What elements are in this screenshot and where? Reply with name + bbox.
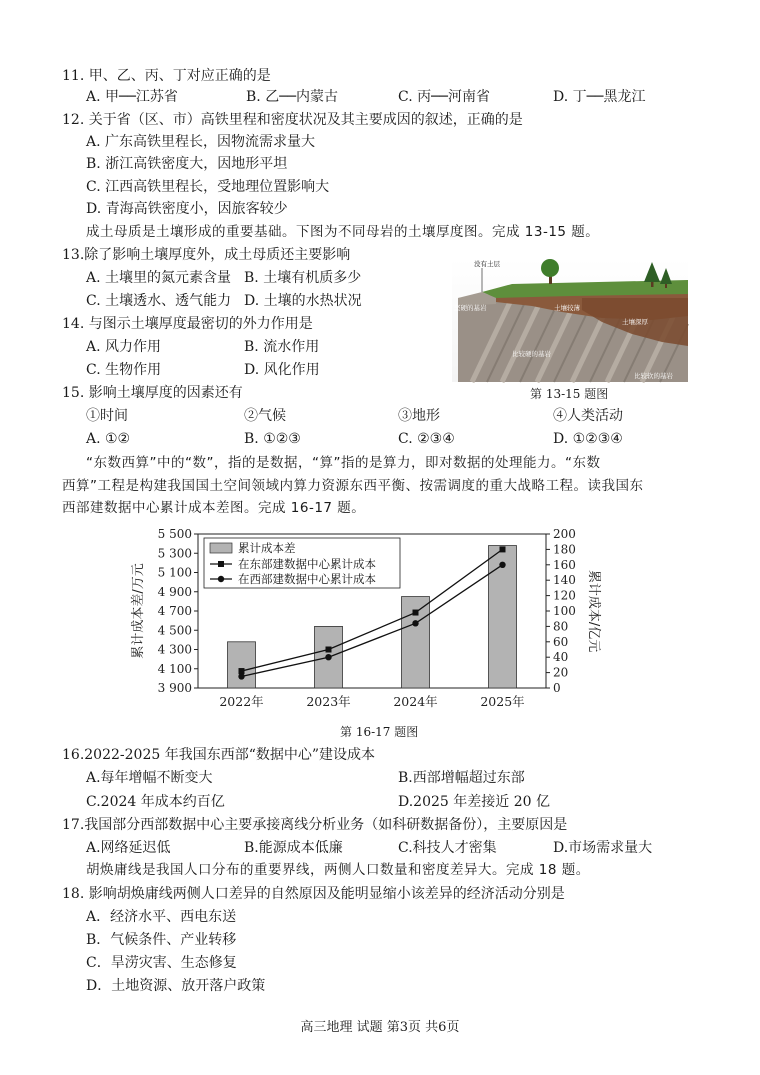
left-axis-tick-label: 5 500 xyxy=(157,527,192,541)
q17-option-d: D.市场需求量大 xyxy=(553,840,653,856)
q16-option-b: B.西部增幅超过东部 xyxy=(398,770,525,786)
q14-option-c: C. 生物作用 xyxy=(86,362,162,378)
q16-option-a: A.每年增幅不断变大 xyxy=(86,770,213,786)
q13-option-c: C. 土壤透水、透气能力 xyxy=(86,293,232,309)
q16-option-c: C.2024 年成本约百亿 xyxy=(86,794,225,810)
legend-label-east: 在东部建数据中心累计成本 xyxy=(238,557,376,571)
right-axis-tick-label: 180 xyxy=(553,542,576,557)
legend-swatch-east-marker xyxy=(218,561,224,567)
point-west-cost xyxy=(325,654,331,660)
q13-option-d: D. 土壤的水热状况 xyxy=(244,293,362,309)
soil-label-no-soil: 没有土层 xyxy=(474,260,500,268)
point-east-cost xyxy=(413,610,419,616)
soil-label-hard-bedrock: 坚硬的基岩 xyxy=(454,304,487,312)
soil-label-harder-bedrock: 比较硬的基岩 xyxy=(512,350,551,358)
soil-thickness-figure xyxy=(452,258,688,382)
y2-axis-label: 累计成本/亿元 xyxy=(586,569,601,653)
chart-caption: 第 16-17 题图 xyxy=(340,725,419,739)
right-axis-tick-label: 120 xyxy=(553,588,576,603)
question-13-stem: 13.除了影响土壤厚度外，成土母质还主要影响 xyxy=(62,247,351,263)
point-west-cost xyxy=(238,673,244,679)
x-axis-tick-label: 2025年 xyxy=(480,694,525,709)
left-axis-tick-label: 4 700 xyxy=(157,604,192,618)
left-axis-tick-label: 4 300 xyxy=(157,642,192,657)
q15-option-d: D. ①②③④ xyxy=(553,431,623,447)
left-axis-tick-label: 4 900 xyxy=(157,584,192,599)
q15-option-b: B. ①②③ xyxy=(244,431,301,447)
left-axis-tick-label: 4 500 xyxy=(157,623,192,638)
q12-option-b: B. 浙江高铁密度大，因地形平坦 xyxy=(86,156,288,172)
left-axis-tick-label: 5 100 xyxy=(157,565,192,580)
q11-option-d: D. 丁──黑龙江 xyxy=(553,89,646,105)
intro-16-17-line-1: “东数西算”中的“数”，指的是数据，“算”指的是算力，即对数据的处理能力。“东数 xyxy=(86,455,601,471)
legend-swatch-west-marker xyxy=(218,576,224,582)
legend-label-west: 在西部建数据中心累计成本 xyxy=(238,572,376,586)
q15-item-1: ①时间 xyxy=(86,408,128,424)
legend-label-bar: 累计成本差 xyxy=(238,541,296,555)
cost-difference-chart xyxy=(128,526,601,722)
left-axis-tick-label: 3 900 xyxy=(157,681,192,695)
soil-label-thin-soil: 土壤较薄 xyxy=(554,304,580,312)
left-axis-tick-label: 5 300 xyxy=(157,546,192,561)
q12-option-d: D. 青海高铁密度小，因旅客较少 xyxy=(86,201,288,217)
q15-item-4: ④人类活动 xyxy=(553,408,623,424)
point-east-cost xyxy=(326,647,332,653)
right-axis-tick-label: 0 xyxy=(553,681,561,695)
intro-18: 胡焕庸线是我国人口分布的重要界线，两侧人口数量和密度差异大。完成 18 题。 xyxy=(86,862,590,878)
question-11-stem: 11. 甲、乙、丙、丁对应正确的是 xyxy=(62,68,271,84)
right-axis-tick-label: 40 xyxy=(553,650,569,665)
q12-option-c: C. 江西高铁里程长，受地理位置影响大 xyxy=(86,179,330,195)
intro-16-17-line-3: 西部建数据中心累计成本差图。完成 16-17 题。 xyxy=(62,500,366,516)
q11-option-b: B. 乙──内蒙古 xyxy=(246,89,339,105)
question-15-stem: 15. 影响土壤厚度的因素还有 xyxy=(62,385,243,401)
q14-option-d: D. 风化作用 xyxy=(244,362,320,378)
bar-cost-difference xyxy=(228,642,256,688)
q15-option-c: C. ②③④ xyxy=(398,431,455,447)
x-axis-tick-label: 2024年 xyxy=(393,694,438,709)
q13-option-a: A. 土壤里的氮元素含量 xyxy=(86,270,232,286)
intro-13-15: 成土母质是土壤形成的重要基础。下图为不同母岩的土壤厚度图。完成 13-15 题。 xyxy=(86,224,600,240)
q17-option-c: C.科技人才密集 xyxy=(398,840,497,856)
question-14-stem: 14. 与图示土壤厚度最密切的外力作用是 xyxy=(62,316,313,332)
q11-option-c: C. 丙──河南省 xyxy=(398,89,490,105)
x-axis-tick-label: 2023年 xyxy=(306,694,351,709)
soil-figure-caption: 第 13-15 题图 xyxy=(530,387,609,401)
q18-option-b: B．气候条件、产业转移 xyxy=(86,932,237,948)
y-axis-label: 累计成本差/万元 xyxy=(131,563,146,659)
right-axis-tick-label: 200 xyxy=(553,527,576,541)
intro-16-17-line-2: 西算”工程是构建我国国土空间领域内算力资源东西平衡、按需调度的重大战略工程。读我国东 xyxy=(62,478,644,494)
question-18-stem: 18. 影响胡焕庸线两侧人口差异的自然原因及能明显缩小该差异的经济活动分别是 xyxy=(62,886,565,902)
question-16-stem: 16.2022-2025 年我国东西部“数据中心”建设成本 xyxy=(62,747,376,763)
q16-option-d: D.2025 年差接近 20 亿 xyxy=(398,794,550,810)
q18-option-c: C．旱涝灾害、生态修复 xyxy=(86,955,237,971)
right-axis-tick-label: 20 xyxy=(553,665,569,680)
q18-option-a: A．经济水平、西电东送 xyxy=(86,909,237,925)
q17-option-a: A.网络延迟低 xyxy=(86,840,171,856)
legend-swatch-bar xyxy=(210,543,232,553)
point-west-cost xyxy=(412,620,418,626)
point-west-cost xyxy=(499,562,505,568)
right-axis-tick-label: 80 xyxy=(553,619,569,634)
x-axis-tick-label: 2022年 xyxy=(219,694,264,709)
left-axis-tick-label: 4 100 xyxy=(157,661,192,676)
q15-item-2: ②气候 xyxy=(244,408,286,424)
q15-option-a: A. ①② xyxy=(86,431,131,447)
question-17-stem: 17.我国部分西部数据中心主要承接离线分析业务（如科研数据备份），主要原因是 xyxy=(62,817,568,833)
page-footer: 高三地理 试题 第3页 共6页 xyxy=(300,1020,460,1035)
right-axis-tick-label: 100 xyxy=(553,604,576,618)
point-east-cost xyxy=(500,546,506,552)
question-12-stem: 12. 关于省（区、市）高铁里程和密度状况及其主要成因的叙述，正确的是 xyxy=(62,112,523,128)
q17-option-b: B.能源成本低廉 xyxy=(244,840,343,856)
soil-label-softer-bedrock: 比较软的基岩 xyxy=(634,372,673,380)
q12-option-a: A. 广东高铁里程长，因物流需求量大 xyxy=(86,134,316,150)
q18-option-d: D．土地资源、放开落户政策 xyxy=(86,978,266,994)
right-axis-tick-label: 140 xyxy=(553,573,576,588)
q13-option-b: B. 土壤有机质多少 xyxy=(244,270,362,286)
right-axis-tick-label: 160 xyxy=(553,557,576,572)
q11-option-a: A. 甲──江苏省 xyxy=(86,89,178,105)
soil-label-deep-soil: 土壤深厚 xyxy=(622,318,648,326)
q14-option-b: B. 流水作用 xyxy=(244,339,320,355)
q14-option-a: A. 风力作用 xyxy=(86,339,162,355)
point-east-cost xyxy=(239,668,245,674)
q15-item-3: ③地形 xyxy=(398,408,440,424)
right-axis-tick-label: 60 xyxy=(553,634,569,649)
